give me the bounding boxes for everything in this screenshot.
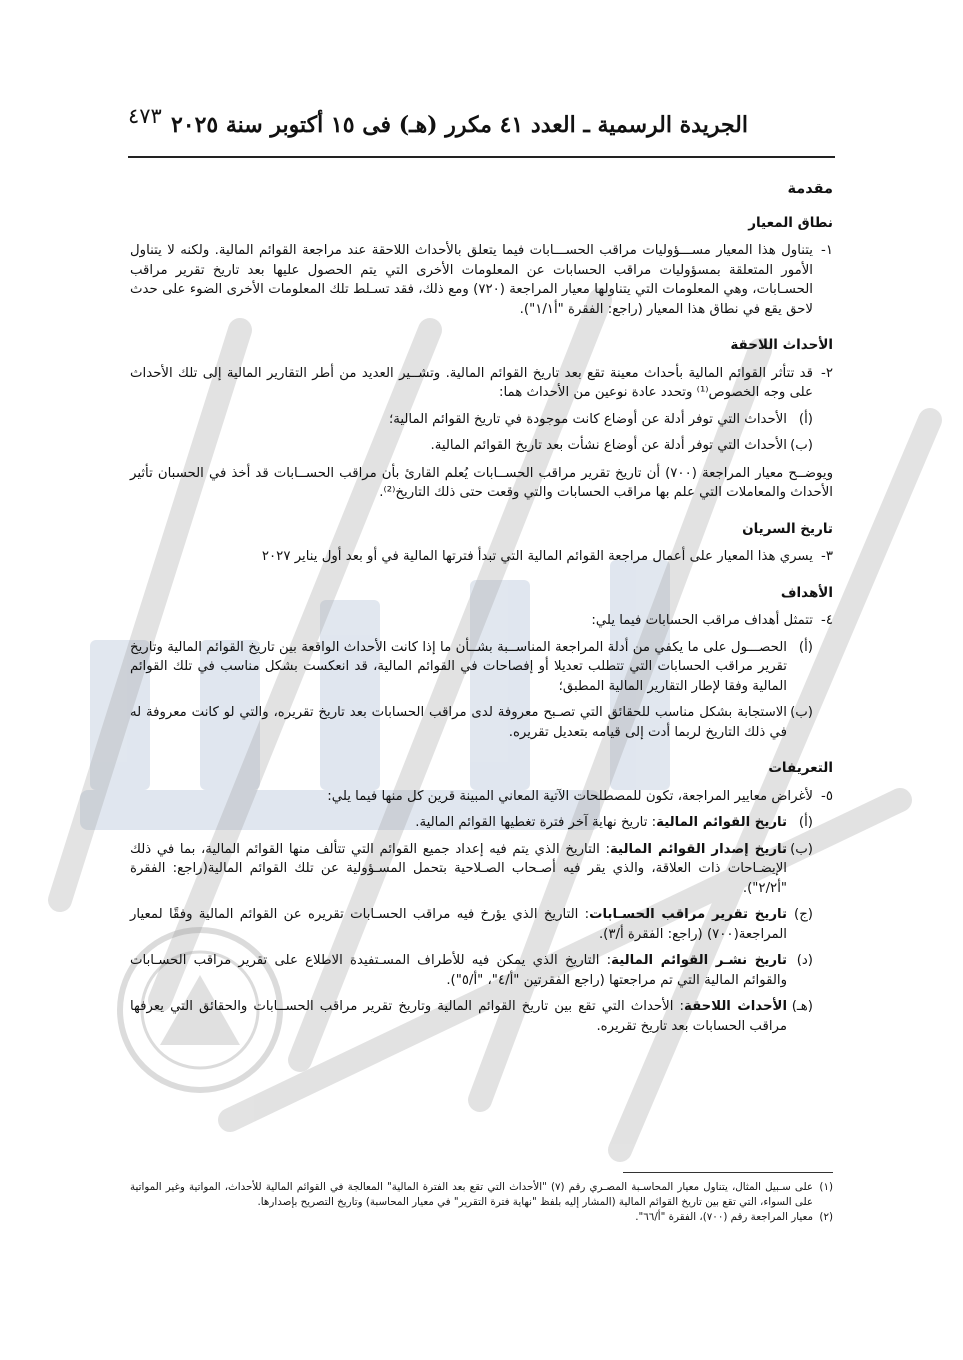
definition-term: تاريخ إصدار القوائم المالية <box>609 841 787 857</box>
paragraph-text: قد تتأثر القوائم المالية بأحداث معينة تقع بعد تاريخ القوائم المالية. وتشــير العديد من أطر التقارير المالية إلى تلك الأحداث على وجه الخصوص⁽¹⁾ وتحدد عادة نوعين من الأحداث هما: <box>130 365 813 400</box>
list-marker: (أ) <box>798 815 813 830</box>
paragraph-number: ٤- <box>821 613 833 628</box>
definition-term: تاريخ نشـر القوائم المالية <box>611 953 787 968</box>
footnote <box>130 1210 833 1225</box>
paragraph-3 <box>130 547 833 567</box>
list-item-text: الأحداث التي توفر أدلة عن أوضاع كانت موجودة في تاريخ القوائم المالية؛ <box>388 411 787 427</box>
list-marker: (أ) <box>798 411 813 427</box>
list-item-text: الأحداث التي توفر أدلة عن أوضاع نشأت بعد تاريخ القوائم المالية. <box>430 438 787 453</box>
list-marker: (د) <box>796 953 813 968</box>
definition-item <box>130 997 833 1036</box>
intro-heading: مقدمة <box>787 181 833 197</box>
paragraph-text: يسري هذا المعيار على أعمال مراجعة القوائم المالية التي تبدأ فترتها المالية في أو بعد أول يناير ٢٠٢٧ <box>261 549 813 564</box>
header-divider <box>128 156 835 158</box>
paragraph-continuation: ويوضــح معيار المراجعة (٧٠٠) أن تاريخ تقرير مراقب الحســابات يُعلم القارئ بأن مراقب الحســابات قد أخذ في الحسبان تأثير الأحداث والمعاملات التي علم بها مراقب الحسابات والتي وقعت حتى ذلك التاريخ⁽²⁾. <box>130 465 833 500</box>
footnote-number: (٢) <box>819 1211 833 1223</box>
footnote-text: معيار المراجعة رقم (٧٠٠)، الفقرة "أ/٦٦". <box>635 1211 813 1223</box>
paragraph-text: يتناول هذا المعيار مســـؤوليات مراقب الحســـابات فيما يتعلق بالأحداث اللاحقة عند مراجعة القوائم المالية. ولكنه لا يتناول الأمور المتعلقة بمسؤوليات مراقب الحسابات عن المعلومات الأخرى التي يتم الحصول عليها بعد تاريخ تقرير مراقب الحسـابات، وهي المعلومات التي يتناولها معيار المراجعة (٧٢٠) ومع ذلك، فقد تسـلط تلك المعلومات الأخرى الضوء على حدث لاحق يقع في نطاق هذا المعيار (راجع: الفقرة "أ١/١"). <box>130 243 813 317</box>
paragraph-4 <box>130 611 833 631</box>
definition-text: : الأحداث التي تقع بين تاريخ القوائم المالية وتاريخ تقرير مراقب الحســابات والحقائق التي يعرفها مراقب الحسابات بعد تاريخ تقريره. <box>130 999 787 1034</box>
definition-item <box>130 840 833 899</box>
definition-text: : التاريخ الذي يمكن فيه للأطراف المسـتفيدة الاطلاع على تقرير مراقب الحسـابات والقوائم المالية التي تم مراجعتها (راجع الفقرتين "أ/٤"، "أ/٥"). <box>130 953 787 988</box>
footnote-divider <box>623 1172 833 1173</box>
list-item <box>130 436 833 456</box>
list-item <box>130 410 833 430</box>
paragraph-number: ٢- <box>821 365 833 381</box>
list-marker: (هـ) <box>791 999 813 1014</box>
list-marker: (ب) <box>790 438 813 453</box>
page-number: ٤٧٣ <box>128 104 162 128</box>
paragraph-5 <box>130 787 833 807</box>
subsequent-events-heading: الأحداث اللاحقة <box>730 337 833 353</box>
definition-term: تاريخ تقرير مراقب الحسـابات <box>589 907 787 922</box>
footnotes <box>130 1180 833 1225</box>
paragraph-number: ٥- <box>821 788 833 804</box>
definition-text: : تاريخ نهاية آخر فترة تغطيها القوائم المالية. <box>415 815 657 830</box>
definition-term: تاريخ القوائم المالية <box>656 815 787 830</box>
list-marker: (ب) <box>790 705 813 720</box>
definitions-heading: التعريفات <box>768 760 833 776</box>
paragraph-2 <box>130 364 833 403</box>
list-marker: (أ) <box>798 639 813 655</box>
paragraph-1 <box>130 241 833 319</box>
list-item-text: الحصـــول على ما يكفي من أدلة المراجعة المناســبة بشــأن ما إذا كانت الأحداث الواقعة بين تاريخ القوائم المالية وتاريخ تقرير مراقب الحسابات التي تتطلب تعديلا أو إفصاحات في القوائم المالية، قد انعكست بشكل مناسب في تلك القوائم المالية وفقا لإطار التقارير المالية المطبق؛ <box>130 639 787 694</box>
list-marker: (ج) <box>794 907 813 922</box>
definition-item <box>130 813 833 833</box>
definition-item <box>130 951 833 990</box>
list-item <box>130 638 833 697</box>
list-item-text: الاستجابة بشكل مناسب للحقائق التي تصـبح معروفة لدى مراقب الحسابات بعد تاريخ تقريره، والتي لو كانت معروفة له في ذلك التاريخ لربما أدت إلى قيامه بتعديل تقريره. <box>130 705 787 740</box>
definition-term: الأحداث اللاحقة <box>684 999 787 1014</box>
paragraph-text: تتمثل أهداف مراقب الحسابات فيما يلي: <box>591 613 813 628</box>
list-item <box>130 703 833 742</box>
definition-text: : التاريخ الذي يؤرخ فيه مراقب الحسـابات تقريره عن القوائم المالية وفقًا لمعيار المراجعة(٧٠٠) (راجع: الفقرة أ/٣). <box>130 907 787 942</box>
effective-date-heading: تاريخ السريان <box>742 520 833 537</box>
footnote <box>130 1180 833 1210</box>
objectives-heading: الأهداف <box>780 584 833 601</box>
list-marker: (ب) <box>790 841 813 857</box>
footnote-number: (١) <box>819 1181 833 1193</box>
definition-text: : التاريخ الذي يتم فيه إعداد جميع القوائم التي تتألف منها القوائم المالية، بما في ذلك الإيضـاحات ذات العلاقة، والذي يقر فيه أصـحاب الصـلاحية بتحمل المسـؤولية عن تلك القوائم المالية(راجع: الفقرة "أ٢/٢"). <box>130 841 787 896</box>
page-header-title: الجريدة الرسمية ـ العدد ٤١ مكرر (هـ) فى ١٥ أكتوبر سنة ٢٠٢٥ <box>170 112 748 138</box>
paragraph-number: ٣- <box>821 549 833 564</box>
scope-heading: نطاق المعيار <box>748 214 833 231</box>
paragraph-text: لأغراض معايير المراجعة، تكون للمصطلحات الآتية المعاني المبينة قرين كل منها فيما يلي: <box>327 788 813 804</box>
paragraph-number: ١- <box>821 243 833 258</box>
definition-item <box>130 905 833 944</box>
document-body <box>130 180 833 1036</box>
footnote-text: على سـبيل المثال، يتناول معيار المحاسـبة المصـري رقم (٧) "الأحداث التي تقع بعد الفترة المالية" المعالجة في القوائم المالية للأحداث، المواتية وغير المواتية على السواء، التي تقع بين تاريخ القوائم المالية (المشار إليه بلفظ "نهاية فترة التقرير" في معيار المحاسبة) وتاريخ التصريح بإصدارها. <box>130 1181 813 1208</box>
